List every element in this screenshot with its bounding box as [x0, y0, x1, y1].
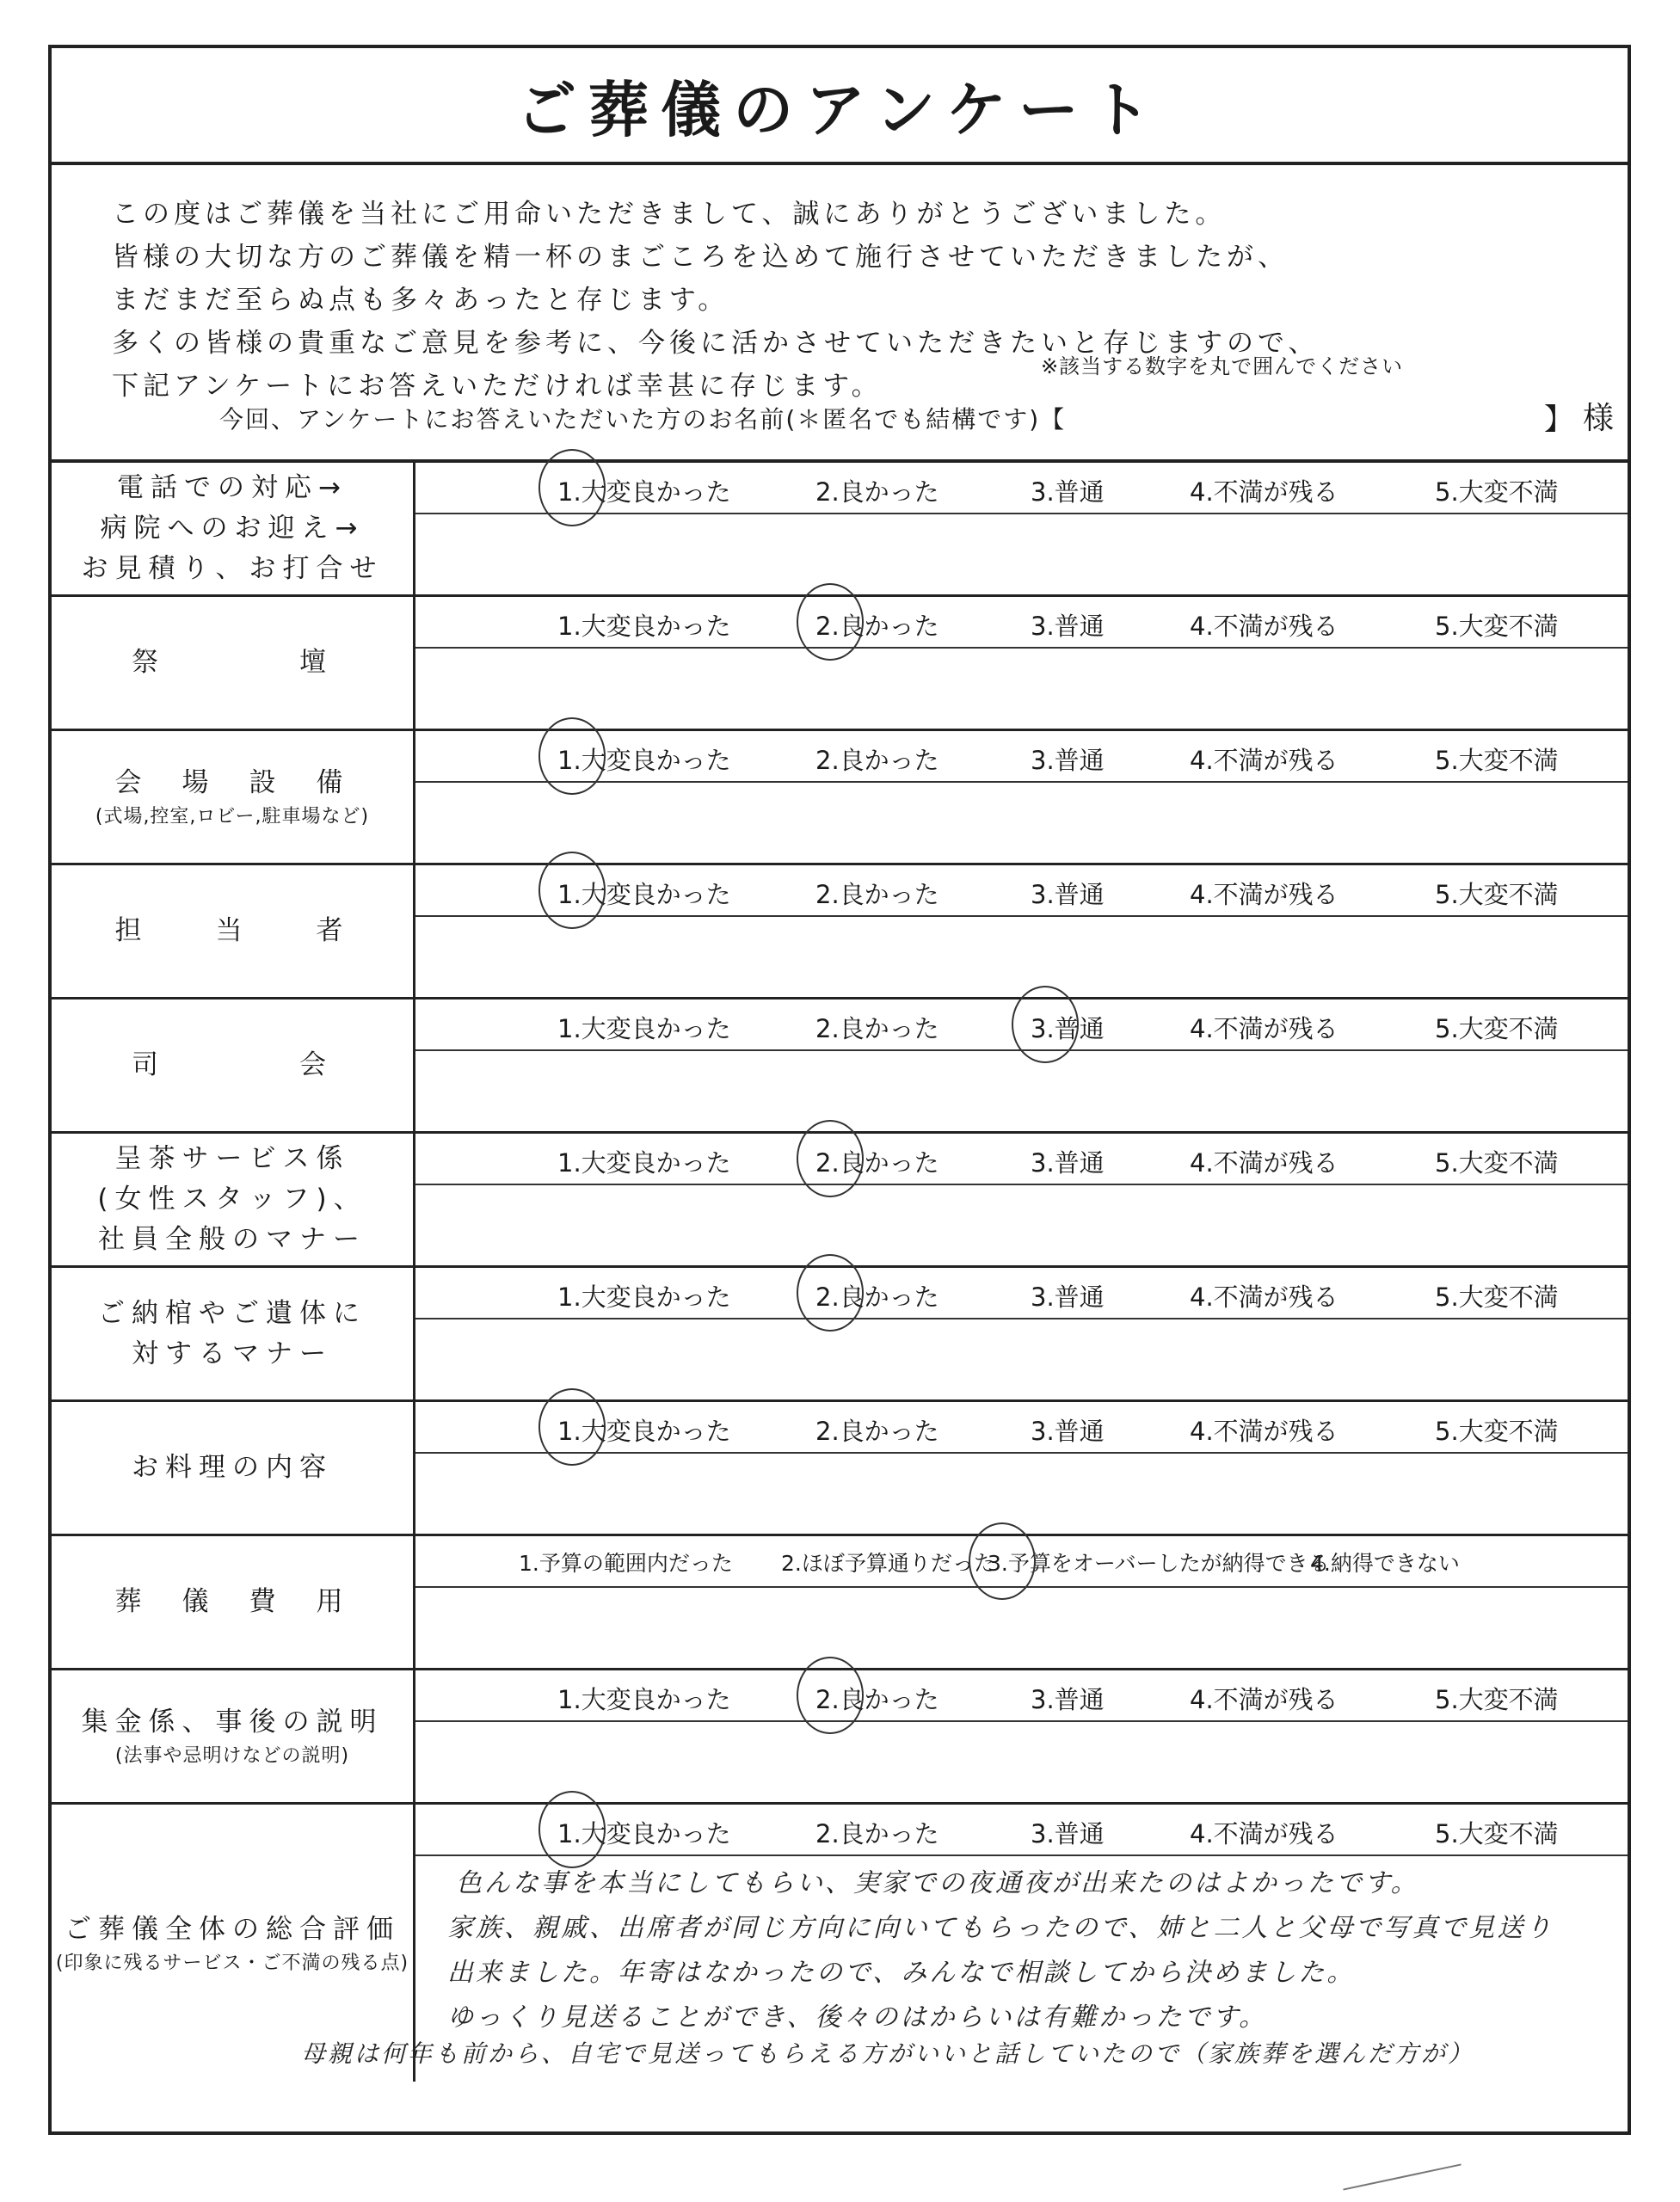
- question-label-line: 病院へのお迎え→: [100, 513, 365, 544]
- comment-area[interactable]: [415, 513, 1628, 594]
- comment-area[interactable]: [415, 1586, 1628, 1668]
- question-label-line: 会 場 設 備: [114, 767, 350, 798]
- comment-area[interactable]: [415, 1720, 1628, 1802]
- rating-option[interactable]: 5.大変不満: [1435, 1148, 1559, 1178]
- title-box: [52, 48, 1628, 165]
- rating-options: [415, 1000, 1628, 1051]
- rating-option[interactable]: 4.不満が残る: [1190, 1819, 1338, 1848]
- rating-option[interactable]: 2.良かった: [815, 1417, 939, 1446]
- rating-option[interactable]: 1.大変良かった: [557, 612, 731, 641]
- question-label-line: 司 会: [132, 1049, 333, 1080]
- question-label-line: お見積り、お打合せ: [81, 553, 384, 584]
- rating-option[interactable]: 2.良かった: [815, 1148, 939, 1178]
- question-sublabel: (法事や忌明けなどの説明): [114, 1745, 350, 1767]
- question-row: [52, 1805, 1628, 2082]
- rating-options: [415, 1402, 1628, 1454]
- rating-option[interactable]: 1.大変良かった: [557, 1148, 731, 1178]
- rating-options: [415, 731, 1628, 783]
- handwritten-comment: [52, 1805, 1628, 2082]
- rating-option[interactable]: 4.不満が残る: [1190, 746, 1338, 775]
- rating-option[interactable]: 4.納得できない: [1310, 1551, 1460, 1576]
- rating-option[interactable]: 3.普通: [1031, 1282, 1105, 1312]
- question-sublabel: (印象に残るサービス・ご不満の残る点): [55, 1952, 409, 1974]
- comment-area[interactable]: [415, 781, 1628, 863]
- question-label: [52, 1536, 415, 1668]
- rating-option[interactable]: 5.大変不満: [1435, 1282, 1559, 1312]
- question-rows: [52, 459, 1628, 2082]
- rating-option[interactable]: 4.不満が残る: [1190, 1685, 1338, 1714]
- comment-area[interactable]: [415, 647, 1628, 729]
- question-row: [52, 1000, 1628, 1134]
- rating-option[interactable]: 1.大変良かった: [557, 1417, 731, 1446]
- rating-option[interactable]: 4.不満が残る: [1190, 1014, 1338, 1043]
- handwritten-line: 色んな事を本当にしてもらい、実家での夜通夜が出来たのはよかったです。: [456, 1868, 1419, 1898]
- question-label-line: ご納棺やご遺体に: [98, 1297, 366, 1329]
- handwritten-line: 出来ました。年寄はなかったので、みんなで相談してから決めました。: [447, 1958, 1356, 1988]
- rating-option[interactable]: 3.普通: [1031, 746, 1105, 775]
- question-label-line: 呈茶サービス係: [114, 1143, 350, 1174]
- intro-line: 下記アンケートにお答えいただければ幸甚に存じます。: [112, 371, 883, 402]
- handwritten-line: ゆっくり見送ることができ、後々のはからいは有難かったです。: [447, 2002, 1268, 2033]
- rating-options: [415, 1134, 1628, 1185]
- rating-options: [415, 1670, 1628, 1722]
- question-row: [52, 1670, 1628, 1805]
- rating-option[interactable]: 1.大変良かった: [557, 477, 731, 507]
- name-prompt: 今回、アンケートにお答えいただいた方のお名前(＊匿名でも結構です)【: [219, 405, 1067, 434]
- question-label: [52, 463, 415, 594]
- intro-line: この度はご葬儀を当社にご用命いただきまして、誠にありがとうございました。: [112, 199, 1227, 230]
- rating-option[interactable]: 5.大変不満: [1435, 746, 1559, 775]
- comment-area[interactable]: [415, 1318, 1628, 1399]
- rating-option[interactable]: 4.不満が残る: [1190, 880, 1338, 909]
- rating-option[interactable]: 4.不満が残る: [1190, 612, 1338, 641]
- question-row: [52, 463, 1628, 597]
- question-label-line: お料理の内容: [132, 1452, 333, 1483]
- rating-option[interactable]: 4.不満が残る: [1190, 477, 1338, 507]
- rating-options: [415, 1268, 1628, 1319]
- rating-option[interactable]: 2.良かった: [815, 1685, 939, 1714]
- rating-option[interactable]: 3.予算をオーバーしたが納得できる: [988, 1551, 1330, 1576]
- rating-options: [415, 597, 1628, 649]
- question-label-line: 葬 儀 費 用: [114, 1586, 350, 1617]
- question-row: [52, 1268, 1628, 1402]
- rating-option[interactable]: 3.普通: [1031, 1417, 1105, 1446]
- rating-option[interactable]: 5.大変不満: [1435, 1417, 1559, 1446]
- intro-line: 多くの皆様の貴重なご意見を参考に、今後に活かさせていただきたいと存じますので、: [112, 328, 1320, 359]
- rating-option[interactable]: 2.良かった: [815, 880, 939, 909]
- comment-area[interactable]: [415, 1049, 1628, 1131]
- question-sublabel: (式場,控室,ロビー,駐車場など): [95, 806, 370, 827]
- rating-options: [415, 865, 1628, 917]
- question-label: [52, 1670, 415, 1802]
- handwritten-line: 母親は何年も前から、自宅で見送ってもらえる方がいいと話していたので（家族葬を選んだ方が）: [301, 2039, 1475, 2068]
- comment-area[interactable]: [415, 1184, 1628, 1265]
- question-label: [52, 1134, 415, 1265]
- name-suffix: 様: [1583, 401, 1615, 436]
- question-label: [52, 1268, 415, 1399]
- question-label: [52, 731, 415, 863]
- comment-area[interactable]: [415, 915, 1628, 997]
- question-label: [52, 1402, 415, 1534]
- rating-option[interactable]: 5.大変不満: [1435, 1014, 1559, 1043]
- rating-option[interactable]: 1.大変良かった: [557, 1819, 731, 1848]
- question-label: [52, 865, 415, 997]
- rating-option[interactable]: 1.大変良かった: [557, 1014, 731, 1043]
- question-label-line: 祭 壇: [132, 647, 333, 678]
- rating-option[interactable]: 5.大変不満: [1435, 612, 1559, 641]
- rating-option[interactable]: 5.大変不満: [1435, 1685, 1559, 1714]
- question-label-line: 担 当 者: [114, 915, 350, 946]
- rating-option[interactable]: 1.大変良かった: [557, 880, 731, 909]
- question-label-line: ご葬儀全体の総合評価: [65, 1913, 400, 1945]
- question-row: [52, 731, 1628, 865]
- rating-option[interactable]: 3.普通: [1031, 1685, 1105, 1714]
- handwritten-line: 家族、親戚、出席者が同じ方向に向いてもらったので、姉と二人と父母で写真で見送り: [447, 1913, 1554, 1943]
- question-label-line: 対するマナー: [132, 1338, 333, 1369]
- question-row: [52, 1536, 1628, 1670]
- rating-options: [415, 463, 1628, 514]
- rating-option[interactable]: 2.良かった: [815, 477, 939, 507]
- rating-option[interactable]: 3.普通: [1031, 1014, 1105, 1043]
- rating-option[interactable]: 3.普通: [1031, 1819, 1105, 1848]
- name-bracket-end: 】: [1544, 403, 1573, 437]
- rating-option[interactable]: 3.普通: [1031, 477, 1105, 507]
- rating-options: [415, 1536, 1628, 1588]
- rating-option[interactable]: 2.良かった: [815, 612, 939, 641]
- question-label-line: 集金係、事後の説明: [81, 1707, 384, 1738]
- survey-sheet: [48, 45, 1631, 2135]
- rating-option[interactable]: 3.普通: [1031, 612, 1105, 641]
- question-label: [52, 1000, 415, 1131]
- rating-option[interactable]: 2.良かった: [815, 1014, 939, 1043]
- rating-option[interactable]: 2.良かった: [815, 746, 939, 775]
- rating-option[interactable]: 5.大変不満: [1435, 880, 1559, 909]
- rating-option[interactable]: 2.良かった: [815, 1819, 939, 1848]
- rating-option[interactable]: 5.大変不満: [1435, 1819, 1559, 1848]
- page-title: ご葬儀のアンケート: [516, 74, 1163, 145]
- question-row: [52, 1134, 1628, 1268]
- rating-option[interactable]: 3.普通: [1031, 880, 1105, 909]
- question-label: [52, 597, 415, 729]
- rating-option[interactable]: 1.大変良かった: [557, 1685, 731, 1714]
- question-row: [52, 1402, 1628, 1536]
- instruction-note: ※該当する数字を丸で囲んでください: [1041, 354, 1404, 378]
- comment-area[interactable]: [415, 1452, 1628, 1534]
- rating-option[interactable]: 2.良かった: [815, 1282, 939, 1312]
- intro-line: 皆様の大切な方のご葬儀を精一杯のまごころを込めて施行させていただきましたが、: [112, 242, 1289, 273]
- rating-option[interactable]: 5.大変不満: [1435, 477, 1559, 507]
- question-row: [52, 865, 1628, 1000]
- question-label-line: (女性スタッフ)、: [97, 1184, 367, 1215]
- question-label-line: 社員全般のマナー: [98, 1224, 366, 1255]
- rating-option[interactable]: 4.不満が残る: [1190, 1417, 1338, 1446]
- rating-option[interactable]: 4.不満が残る: [1190, 1282, 1338, 1312]
- rating-option[interactable]: 4.不満が残る: [1190, 1148, 1338, 1178]
- rating-option[interactable]: 1.予算の範囲内だった: [519, 1551, 733, 1576]
- question-row: [52, 597, 1628, 731]
- stray-pen-mark: [1343, 2163, 1461, 2190]
- rating-option[interactable]: 1.大変良かった: [557, 746, 731, 775]
- question-label-line: 電話での対応→: [117, 472, 348, 503]
- rating-option[interactable]: 1.大変良かった: [557, 1282, 731, 1312]
- intro-line: まだまだ至らぬ点も多々あったと存じます。: [112, 285, 729, 316]
- rating-option[interactable]: 3.普通: [1031, 1148, 1105, 1178]
- rating-option[interactable]: 2.ほぼ予算通りだった: [781, 1551, 995, 1576]
